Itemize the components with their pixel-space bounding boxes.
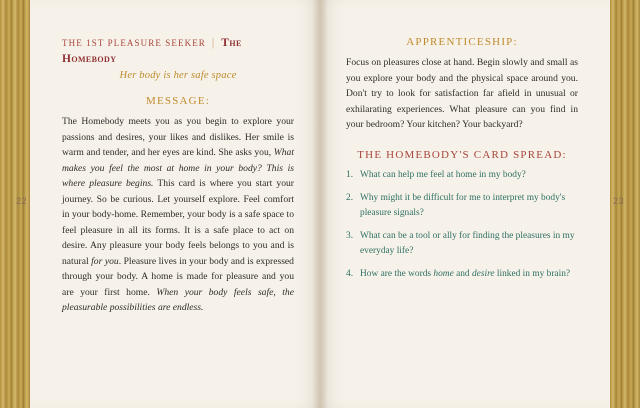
apprenticeship-paragraph: Focus on pleasures close at hand. Begin slowly and small as you explore your body and the physical space around you. Don't try to look for satisfaction far afield in unusual or exhilarating experiences. What pleasure can you find in your bedroom? Your kitchen? Your backyard? [346,57,578,131]
right-page-content [346,36,578,290]
page-number-right: 23 [612,196,624,206]
card-spread-heading: THE HOMEBODY'S CARD SPREAD: [357,148,567,161]
list-item: What can help me feel at home in my body? [360,169,526,180]
apprenticeship-heading: APPRENTICESHIP: [406,36,518,48]
message-heading: MESSAGE: [146,95,210,108]
page-title-name: The Homebody [62,37,242,65]
page-title [62,36,294,67]
list-item: How are the words home and desire linked in my brain? [360,268,571,279]
list-item: What can be a tool or ally for finding the pleasures in my everyday life? [360,230,575,256]
page-title-ordinal: THE 1ST PLEASURE SEEKER [62,38,206,48]
page-number-left: 22 [16,196,28,206]
page-title-divider: | [211,37,216,49]
list-item: Why might it be difficult for me to interpret my body's pleasure signals? [360,192,566,218]
card-spread-question-list [346,168,578,282]
message-paragraph: The Homebody meets you as you begin to explore your passions and desires, your likes and dislikes. Her smile is warm and tender, and her eyes are kind. She asks you, What makes you feel the most at home in your body? This is where pleasure begins. This card is where you start your journey. So be curious. Let yourself explore. Feel comfort in your body-home. Remember, your body is a safe space to feel pleasure in all its forms. It is a safe place to act on desire. Any pleasure your body feels belongs to you and is natural for you. Pleasure lives in your body and is expressed through your body. A home is made for pleasure and you are your first home. When your body feels safe, the pleasurable possibilities are endless. [62,116,294,314]
page-subtitle: Her body is her safe space [119,70,237,82]
left-page-content [62,36,294,325]
